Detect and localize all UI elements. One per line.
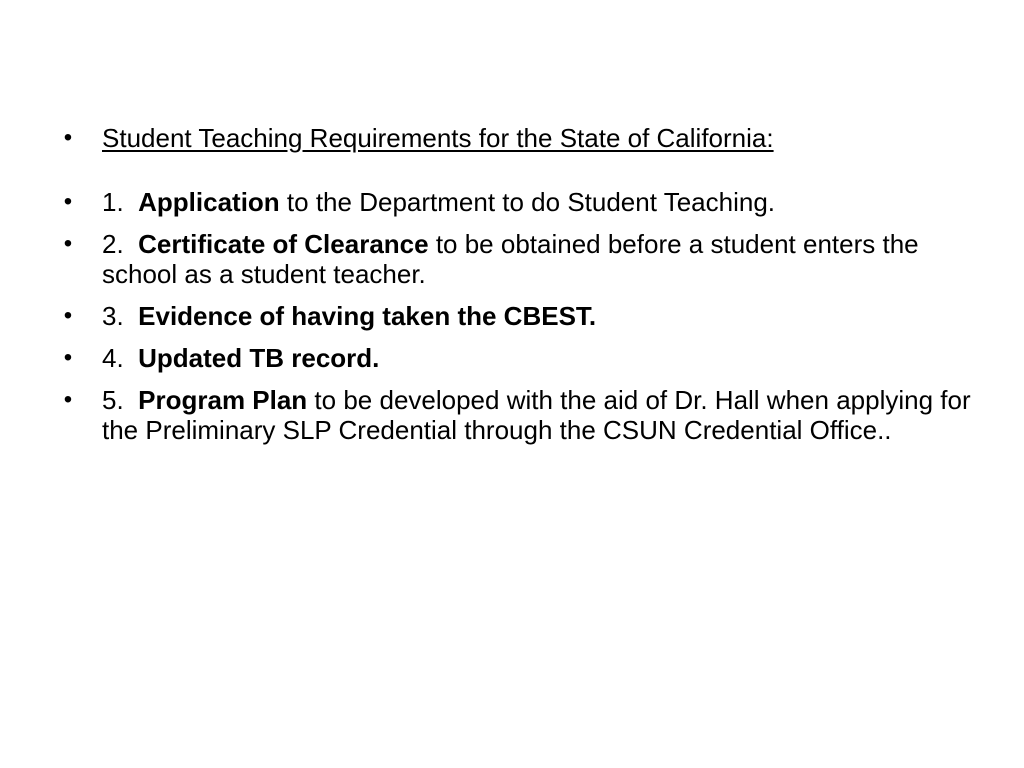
list-item-4 <box>58 343 978 373</box>
bullet-icon: • <box>63 302 73 329</box>
item-number: 1. <box>102 187 124 217</box>
bullet-icon: • <box>63 230 73 257</box>
item-number: 5. <box>102 385 124 415</box>
bullet-icon: • <box>63 188 73 215</box>
item-bold-text: Program Plan <box>138 385 308 415</box>
item-text: to be developed with the aid of Dr. Hall when applying for the Preliminary SLP Credential through the CSUN Credential Office.. <box>102 385 971 445</box>
list-item-1 <box>58 187 978 217</box>
bullet-icon: • <box>63 386 73 413</box>
item-number: 3. <box>102 301 124 331</box>
requirements-heading: Student Teaching Requirements for the State of California: <box>102 123 774 153</box>
bullet-list <box>58 123 978 457</box>
list-item-2 <box>58 229 978 289</box>
item-number: 2. <box>102 229 124 259</box>
item-bold-text: Evidence of having taken the CBEST. <box>138 301 597 331</box>
item-text: to be obtained before a student enters the school as a student teacher. <box>102 229 919 289</box>
bullet-icon: • <box>63 124 73 151</box>
bullet-icon: • <box>63 344 73 371</box>
list-item-5 <box>58 385 978 445</box>
item-text: to the Department to do Student Teaching. <box>279 187 775 217</box>
item-bold-text: Updated TB record. <box>138 343 380 373</box>
item-bold-text: Application <box>138 187 280 217</box>
list-item-3 <box>58 301 978 331</box>
item-bold-text: Certificate of Clearance <box>138 229 429 259</box>
item-number: 4. <box>102 343 124 373</box>
list-item-heading <box>58 123 978 153</box>
